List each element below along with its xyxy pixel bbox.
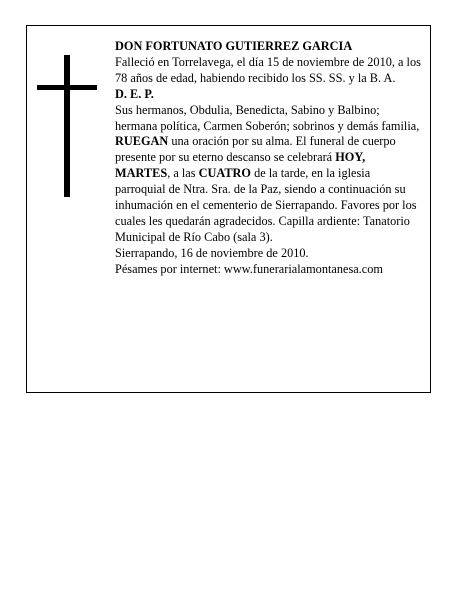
notice-text xyxy=(115,39,423,278)
rip-line: D. E. P. xyxy=(115,86,154,101)
cross-horizontal-bar xyxy=(37,85,97,90)
obituary-notice xyxy=(26,25,431,393)
cross-icon xyxy=(37,55,97,197)
cross-vertical-bar xyxy=(64,55,70,197)
funeral-time: CUATRO xyxy=(198,166,251,181)
death-statement: Falleció en Torrelavega, el día 15 de noviembre de 2010, a los 78 años de edad, habiendo recibido los SS. SS. y la B. A. xyxy=(115,54,421,85)
funeral-day: HOY, MARTES xyxy=(115,150,366,181)
place-date: Sierrapando, 16 de noviembre de 2010. xyxy=(115,245,309,260)
family-list: Sus hermanos, Obdulia, Benedicta, Sabino y Balbino; hermana política, Carmen Soberón; sobrinos y demás familia, xyxy=(115,102,420,133)
request-text-2: , a las xyxy=(167,166,199,181)
request-word: RUEGAN xyxy=(115,134,169,149)
funeral-paragraph xyxy=(115,134,423,245)
deceased-name: DON FORTUNATO GUTIERREZ GARCIA xyxy=(115,39,353,53)
condolences-line: Pésames por internet: www.funerarialamontanesa.com xyxy=(115,261,383,276)
request-text-1: una oración por su alma. El funeral de cuerpo presente por su eterno descanso se celebrará xyxy=(115,134,396,165)
request-text-3: de la tarde, en la iglesia parroquial de Ntra. Sra. de la Paz, siendo a continuación su inhumación en el cementerio de Sierrapando. Favores por los cuales les quedarán agradecidos. Capilla ardiente: Tanatorio Municipal de Río Cabo (sala 3). xyxy=(115,166,417,244)
